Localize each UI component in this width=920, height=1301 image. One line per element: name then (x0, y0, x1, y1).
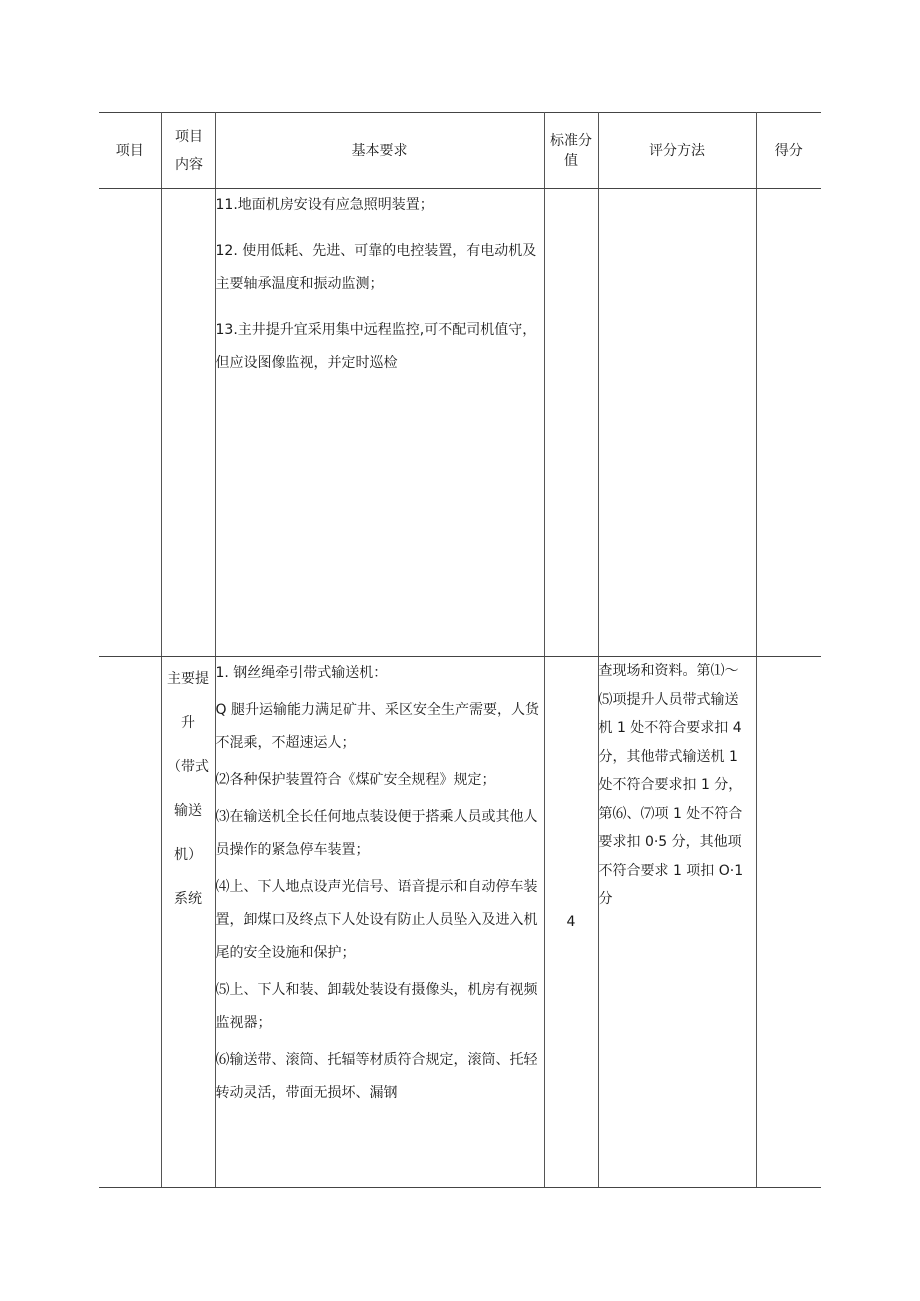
method-line: 第⑹、⑺项 1 处不符合 (598, 805, 743, 822)
requirement-line: 13.主井提升宜采用集中远程监控,可不配司机值守，但应设图像监视，并定时巡检 (215, 322, 537, 371)
header-requirements: 基本要求 (215, 113, 544, 189)
requirement-line: ⑸上、下人和装、卸载处装设有摄像头，机房有视频监视器； (215, 982, 538, 1031)
cell-requirements (215, 189, 544, 657)
method-line: 查现场和资料。第⑴～ (598, 663, 739, 679)
method-line: 不符合要求 1 项扣 O·1 (598, 862, 744, 879)
requirement-line: ⑹输送带、滚筒、托辐等材质符合规定，滚筒、托轻转动灵活，带面无损坏、漏钢 (215, 1052, 538, 1101)
cell-content (161, 189, 215, 657)
header-content-line1: 项目 (175, 128, 203, 145)
header-content (161, 113, 215, 189)
table-row (99, 189, 821, 657)
cell-method (598, 189, 756, 657)
cell-standard-score (544, 189, 598, 657)
header-method: 评分方法 (598, 113, 756, 189)
method-line: 分 (598, 891, 613, 907)
scoring-table (99, 112, 821, 1188)
header-standard-score-line2: 值 (564, 152, 578, 169)
requirement-line: 1. 钢丝绳牵引带式输送机： (215, 665, 388, 681)
requirement-line: 11.地面机房安设有应急照明装置； (215, 197, 434, 213)
header-standard-score-line1: 标准分 (550, 132, 592, 149)
cell-item (99, 657, 161, 1188)
method-line: 机 1 处不符合要求扣 4 (598, 720, 742, 736)
header-standard-score (544, 113, 598, 189)
requirement-line: ⑷上、下人地点设声光信号、语音提示和自动停车装置，卸煤口及终点下人处设有防止人员坠入及进入机尾的安全设施和保护； (215, 879, 538, 961)
method-line: 分，其他带式输送机 1 (598, 748, 738, 765)
cell-item (99, 189, 161, 657)
header-content-line2: 内容 (175, 156, 203, 173)
cell-standard-score: 4 (544, 657, 598, 1188)
requirement-line: Q 腿升运输能力满足矿井、采区安全生产需要，人货不混乘，不超速运人； (215, 702, 539, 751)
requirement-line: 12. 使用低耗、先进、可靠的电控装置，有电动机及主要轴承温度和振动监测； (215, 243, 537, 292)
method-line: 处不符合要求扣 1 分， (598, 777, 743, 793)
table-row (99, 657, 821, 1188)
requirement-line: ⑶在输送机全长任何地点装设便于搭乘人员或其他人员操作的紧急停车装置； (215, 809, 538, 858)
method-line: ⑸项提升人员带式输送 (598, 691, 739, 708)
cell-score (756, 657, 821, 1188)
content-line: 升 (181, 715, 195, 731)
method-line: 要求扣 0·5 分，其他项 (598, 834, 742, 850)
header-item: 项目 (99, 113, 161, 189)
content-line: 系统 (174, 891, 202, 907)
content-line: （带式 (167, 759, 209, 775)
content-line: 主要提 (167, 671, 209, 687)
content-line: 机） (174, 847, 202, 863)
table-header-row (99, 113, 821, 189)
header-score: 得分 (756, 113, 821, 189)
cell-score (756, 189, 821, 657)
requirement-line: ⑵各种保护装置符合《煤矿安全规程》规定； (215, 772, 496, 788)
cell-requirements (215, 657, 544, 1188)
content-line: 输送 (174, 803, 202, 819)
cell-method (598, 657, 756, 1188)
cell-content (161, 657, 215, 1188)
